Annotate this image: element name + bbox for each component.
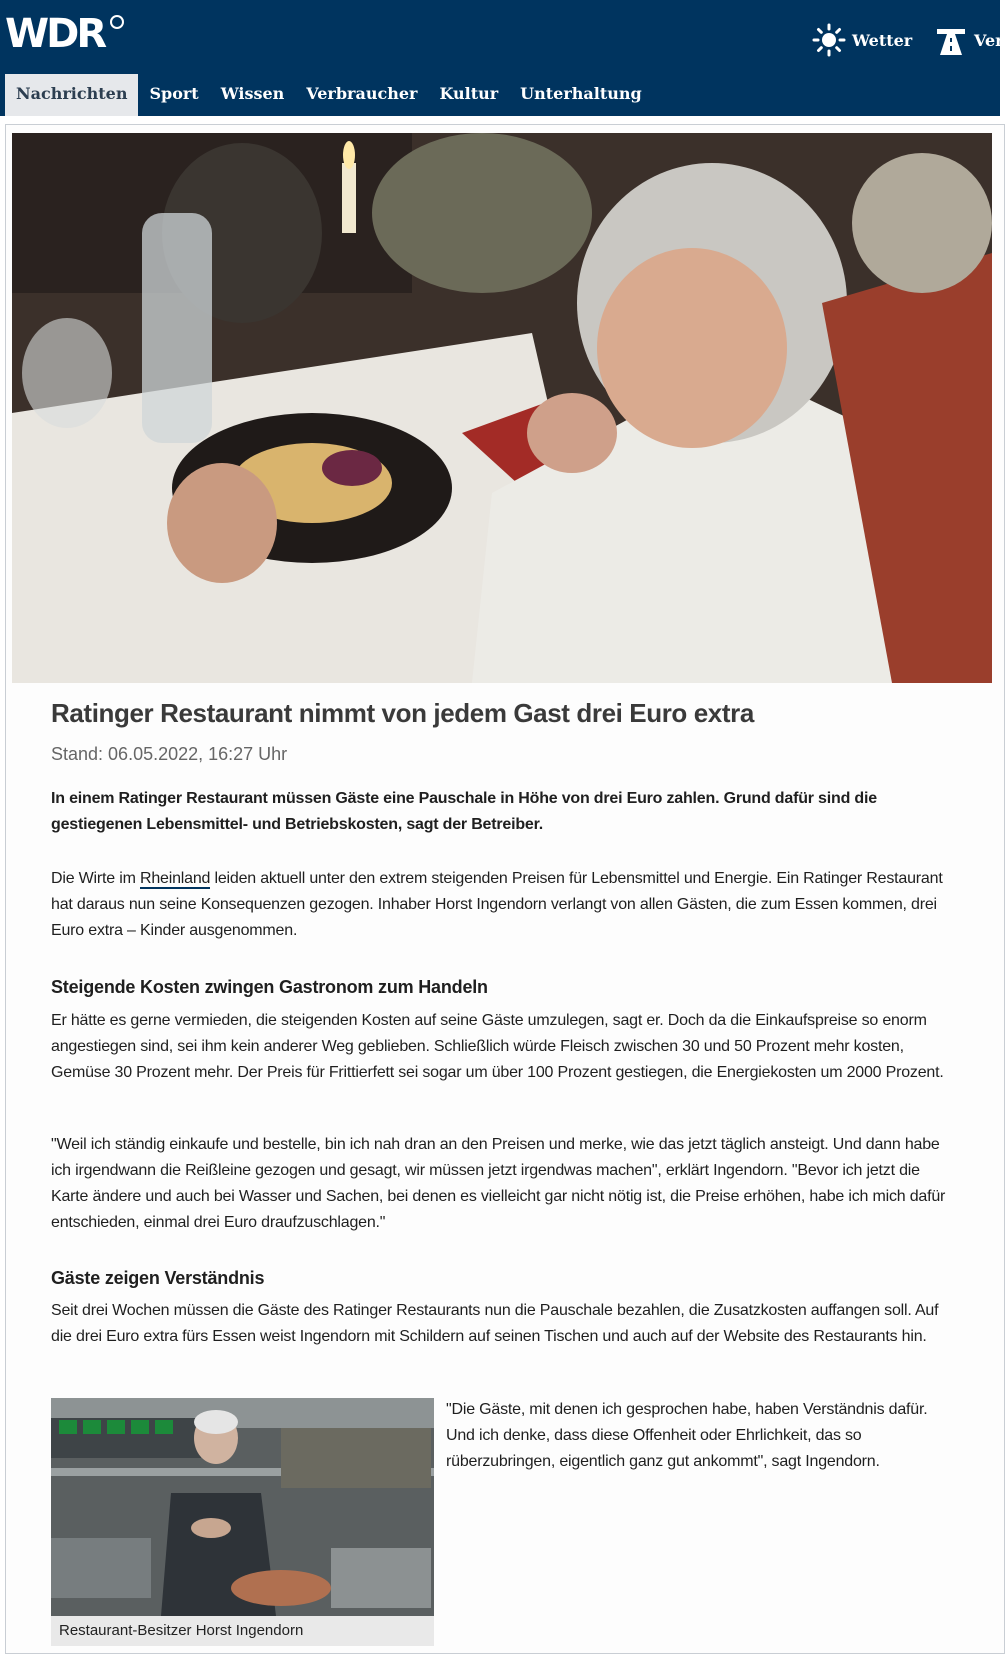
weather-label: Wetter xyxy=(852,30,913,50)
article-paragraph: "Weil ich ständig einkaufe und bestelle, bin ich nah dran an den Preisen und merke, wie das jetzt täglich ansteigt. Und dann habe ich irgendwann die Reißleine gezogen und gesagt, wir müssen jetzt irgendwas machen", erklärt Ingendorn. "Bevor ich jetzt die Karte ändere und auch bei Wasser und Sachen, bei denen es vielleicht gar nicht nötig ist, die Preise erhöhen, habe ich mich dafür entschieden, einmal drei Euro draufzuschlagen." xyxy=(51,1136,946,1231)
article-paragraph: Er hätte es gerne vermieden, die steigenden Kosten auf seine Gäste umzulegen, sagt er. Doch da die Einkaufspreise so enorm angestiegen sind, sei ihm kein anderer Weg geblieben. Schließlich würde Fleisch zwischen 30 und 50 Prozent mehr kosten, Gemüse 30 Prozent mehr. Der Preis für Frittierfett sei sogar um über 100 Prozent gestiegen, die Energiekosten um 2000 Prozent. xyxy=(51,1012,944,1081)
paragraph-text: leiden aktuell unter den extrem steigenden Preisen für Lebensmittel und Energie. Ein Ratinger Restaurant hat daraus nun seine Konsequenzen gezogen. Inhaber Horst Ingendorn verlangt von allen Gästen, die zum Essen kommen, drei Euro extra – Kinder ausgenommen. xyxy=(51,870,943,939)
main-nav xyxy=(5,74,653,116)
hero-image[interactable] xyxy=(12,133,992,683)
nav-item-unterhaltung[interactable]: Unterhaltung xyxy=(520,84,642,103)
paragraph-text: Die Wirte im xyxy=(51,870,140,887)
site-header xyxy=(0,0,1004,116)
nav-item-wissen[interactable]: Wissen xyxy=(220,84,285,103)
image-caption: Restaurant-Besitzer Horst Ingendorn xyxy=(51,1616,434,1646)
section-heading: Gäste zeigen Verständnis xyxy=(51,1268,265,1288)
rheinland-link[interactable]: Rheinland xyxy=(139,870,211,887)
owner-image[interactable] xyxy=(51,1398,434,1646)
restaurant-diners-photo xyxy=(12,133,992,683)
article-timestamp: Stand: 06.05.2022, 16:27 Uhr xyxy=(51,744,288,764)
nav-item-sport[interactable]: Sport xyxy=(149,84,199,103)
article-paragraph xyxy=(51,866,951,944)
nav-item-nachrichten[interactable]: Nachrichten xyxy=(5,74,138,116)
nav-item-kultur[interactable]: Kultur xyxy=(439,84,499,103)
weather-link[interactable] xyxy=(812,22,912,58)
section-heading: Steigende Kosten zwingen Gastronom zum Handeln xyxy=(51,977,488,997)
logo-mark-icon xyxy=(110,15,124,29)
article-title: Ratinger Restaurant nimmt von jedem Gast drei Euro extra xyxy=(51,698,754,728)
article-lead: In einem Ratinger Restaurant müssen Gäste eine Pauschale in Höhe von drei Euro zahlen. Grund dafür sind die gestiegenen Lebensmittel- und Betriebskosten, sagt der Betreiber. xyxy=(51,790,877,833)
wdr-logo[interactable]: WDR xyxy=(5,11,105,57)
traffic-link[interactable] xyxy=(934,22,1004,58)
nav-item-verbraucher[interactable]: Verbraucher xyxy=(306,84,418,103)
quote-paragraph: "Die Gäste, mit denen ich gesprochen habe, haben Verständnis dafür. Und ich denke, dass diese Offenheit oder Ehrlichkeit, das so rüberzubringen, eigentlich ganz gut ankommt", sagt Ingendorn. xyxy=(446,1401,928,1470)
traffic-label: Ver xyxy=(974,30,1004,50)
sun-icon xyxy=(812,23,846,57)
kitchen-photo xyxy=(51,1398,434,1616)
article-paragraph: Seit drei Wochen müssen die Gäste des Ratinger Restaurants nun die Pauschale bezahlen, die Zusatzkosten auffangen soll. Auf die drei Euro extra fürs Essen weist Ingendorn mit Schildern auf seinen Tischen und auch auf der Website des Restaurants hin. xyxy=(51,1302,939,1345)
road-icon xyxy=(934,23,968,57)
